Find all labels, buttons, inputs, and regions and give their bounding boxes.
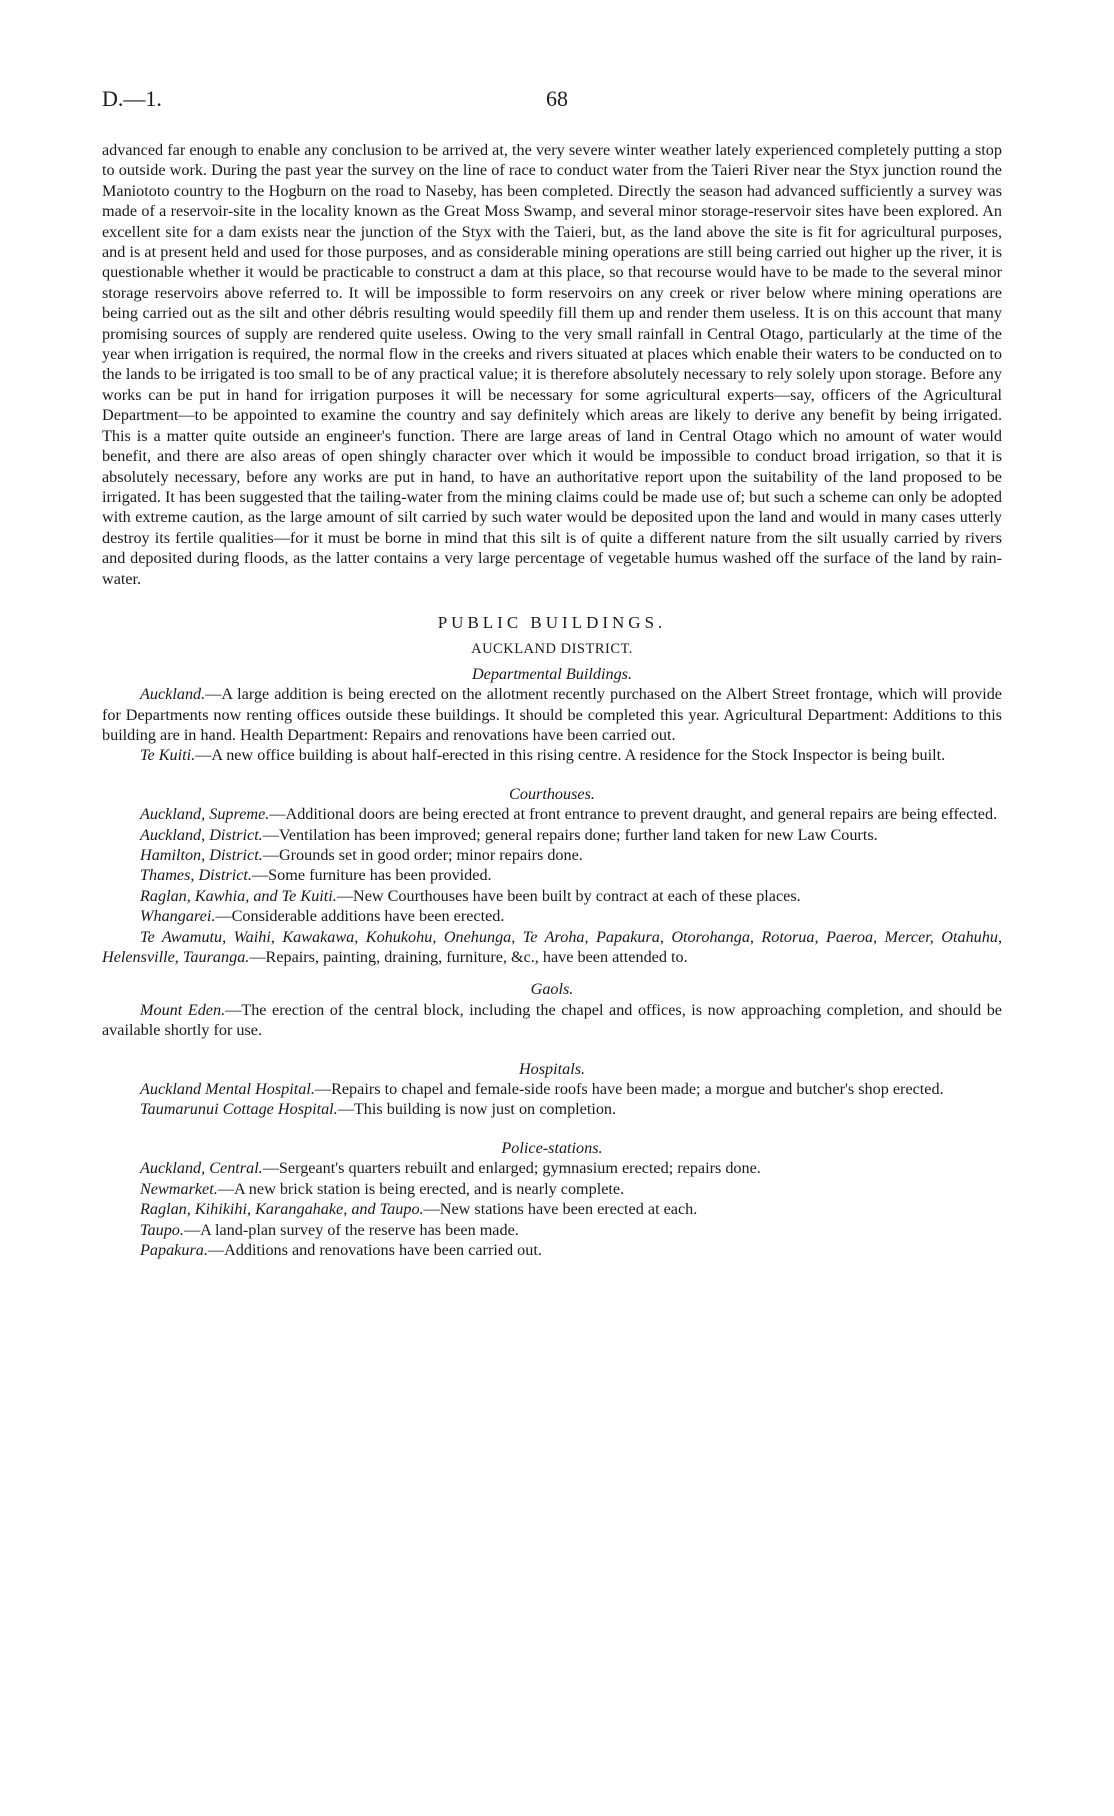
entry-item [102,1240,1002,1260]
entry-place: Papakura. [140,1240,208,1259]
entry-place: Auckland Mental Hospital. [140,1080,315,1099]
entry-place: Auckland, District. [140,825,263,844]
entry-item [102,865,1002,885]
entry-text: —The erection of the central block, including the chapel and offices, is now approaching completion, and should be available shortly for use. [102,1000,1002,1040]
subheading-courthouses: Courthouses. [509,784,595,803]
document-reference: D.—1. [102,86,162,111]
entry-item [102,845,1002,865]
entry-text: —Repairs, painting, draining, furniture, &c., have been attended to. [249,948,688,967]
entry-place: Taupo. [140,1220,184,1239]
entry-item [102,684,1002,745]
entry-place: Te Awamutu, Waihi, Kawakawa, Kohukohu, Onehunga, Te Aroha, Papakura, Otorohanga, Rotorua, Paeroa, Mercer, Otahuhu, Helensville, Tauranga. [102,927,1002,967]
entry-text: —Grounds set in good order; minor repairs done. [262,846,583,864]
entry-item [102,1000,1002,1041]
entry-text: —Additions and renovations have been carried out. [207,1240,542,1259]
entry-place: Raglan, Kawhia, and Te Kuiti. [140,886,337,905]
entry-text: —A new office building is about half-erected in this rising centre. A residence for the Stock Inspector is being built. [195,746,946,765]
entry-item [102,1079,1002,1099]
page-header [102,86,1012,116]
entry-item [102,1158,1002,1178]
entry-text: —Additional doors are being erected at front entrance to prevent draught, and general repairs are being effected. [269,805,998,824]
intro-paragraph: advanced far enough to enable any conclusion to be arrived at, the very severe winter weather lately experienced completely putting a stop to outside work. During the past year the survey on the line of race to conduct water from the Taieri River near the Styx junction round the Maniototo country to the Hogburn on the road to Naseby, has been completed. Directly the season had advanced sufficiently a survey was made of a reservoir-site in the locality known as the Great Moss Swamp, and several minor storage-reservoir sites have been explored. An excellent site for a dam exists near the junction of the Styx with the Taieri, but, as the land above the site is fit for agricultural purposes, and is at present held and used for those purposes, and as considerable mining operations are still being carried out higher up the river, it is questionable whether it would be practicable to construct a dam at this place, so that recourse would have to be made to the several minor storage reservoirs above referred to. It will be impossible to form reservoirs on any creek or river below where mining operations are being carried out as the silt and other débris resulting would speedily fill them up and render them useless. It is on this account that many promising sources of supply are rendered quite useless. Owing to the very small rainfall in Central Otago, particularly at the time of the year when irrigation is required, the normal flow in the creeks and rivers situated at places which enable their waters to be conducted on to the lands to be irrigated is too small to be of any practical value; it is therefore absolutely necessary to rely solely upon storage. Before any works can be put in hand for irrigation purposes it will be necessary for some agricultural experts—say, officers of the Agricultural Department—to be appointed to examine the country and say definitely which areas are likely to derive any benefit by being irrigated. This is a matter quite outside an engineer's function. There are large areas of land in Central Otago which no amount of water would benefit, and there are also areas of open shingly character over which it would be impossible to conduct broad irrigation, so that it is absolutely necessary, before any works are put in hand, to have an authoritative report upon the suitability of the land proposed to be irrigated. It has been suggested that the tailing-water from the mining claims could be made use of; but such a scheme can only be adopted with extreme caution, as the large amount of silt carried by such water would be deposited upon the land and would in many cases utterly destroy its fertile qualities—for it must be borne in mind that this silt is of quite a different nature from the silt usually carried by rivers and deposited during floods, as the latter contains a very large percentage of vegetable humus washed off the surface of the land by rain-water. [102,141,1002,588]
district-heading: AUCKLAND DISTRICT. [471,641,633,658]
section-title: PUBLIC BUILDINGS. [437,612,667,632]
entry-text: —A new brick station is being erected, and is nearly complete. [217,1179,625,1198]
entry-place: Hamilton, District. [140,846,263,864]
entry-item [102,1179,1002,1199]
subheading-departmental: Departmental Buildings. [471,664,633,683]
page-number: 68 [546,86,568,111]
entry-place: Newmarket. [140,1179,218,1198]
page-body [102,140,1002,1260]
entry-text: —A land-plan survey of the reserve has been made. [183,1220,519,1239]
entry-text: —New Courthouses have been built by contract at each of these places. [336,886,801,905]
entry-place: Taumarunui Cottage Hospital. [140,1100,338,1119]
entry-item [102,1220,1002,1240]
entry-item [102,1099,1002,1119]
entry-item [102,825,1002,845]
entry-place: Whangarei. [140,907,216,926]
entry-item [102,1199,1002,1219]
entry-text: —Ventilation has been improved; general repairs done; further land taken for new Law Courts. [262,825,878,844]
entry-text: —A large addition is being erected on the allotment recently purchased on the Albert Street frontage, which will provide for Departments now renting offices outside these buildings. It should be completed this year. Agricultural Department: Additions to this building are in hand. Health Department: Repairs and renovations have been carried out. [102,685,1002,744]
entry-item [102,804,1002,824]
entry-place: Mount Eden. [140,1000,226,1019]
entry-place: Auckland, Central. [140,1159,263,1178]
entry-place: Auckland. [140,685,206,704]
entry-place: Raglan, Kihikihi, Karangahake, and Taupo. [140,1200,424,1219]
entry-item [102,927,1002,968]
entry-item [102,745,1002,765]
entry-place: Auckland, Supreme. [140,805,270,824]
entry-place: Te Kuiti. [140,746,196,765]
entry-text: —Some furniture has been provided. [251,866,492,885]
entry-place: Thames, District. [140,866,252,885]
entry-text: —New stations have been erected at each. [423,1200,698,1219]
entry-text: —Repairs to chapel and female-side roofs have been made; a morgue and butcher's shop erected. [314,1080,944,1099]
subheading-police-stations: Police-stations. [501,1138,603,1157]
subheading-gaols: Gaols. [530,980,574,999]
entry-text: —Considerable additions have been erected. [215,907,505,926]
entry-text: —Sergeant's quarters rebuilt and enlarged; gymnasium erected; repairs done. [262,1159,761,1178]
entry-text: —This building is now just on completion. [337,1100,617,1119]
subheading-hospitals: Hospitals. [518,1059,586,1078]
entry-item [102,886,1002,906]
entry-item [102,906,1002,926]
